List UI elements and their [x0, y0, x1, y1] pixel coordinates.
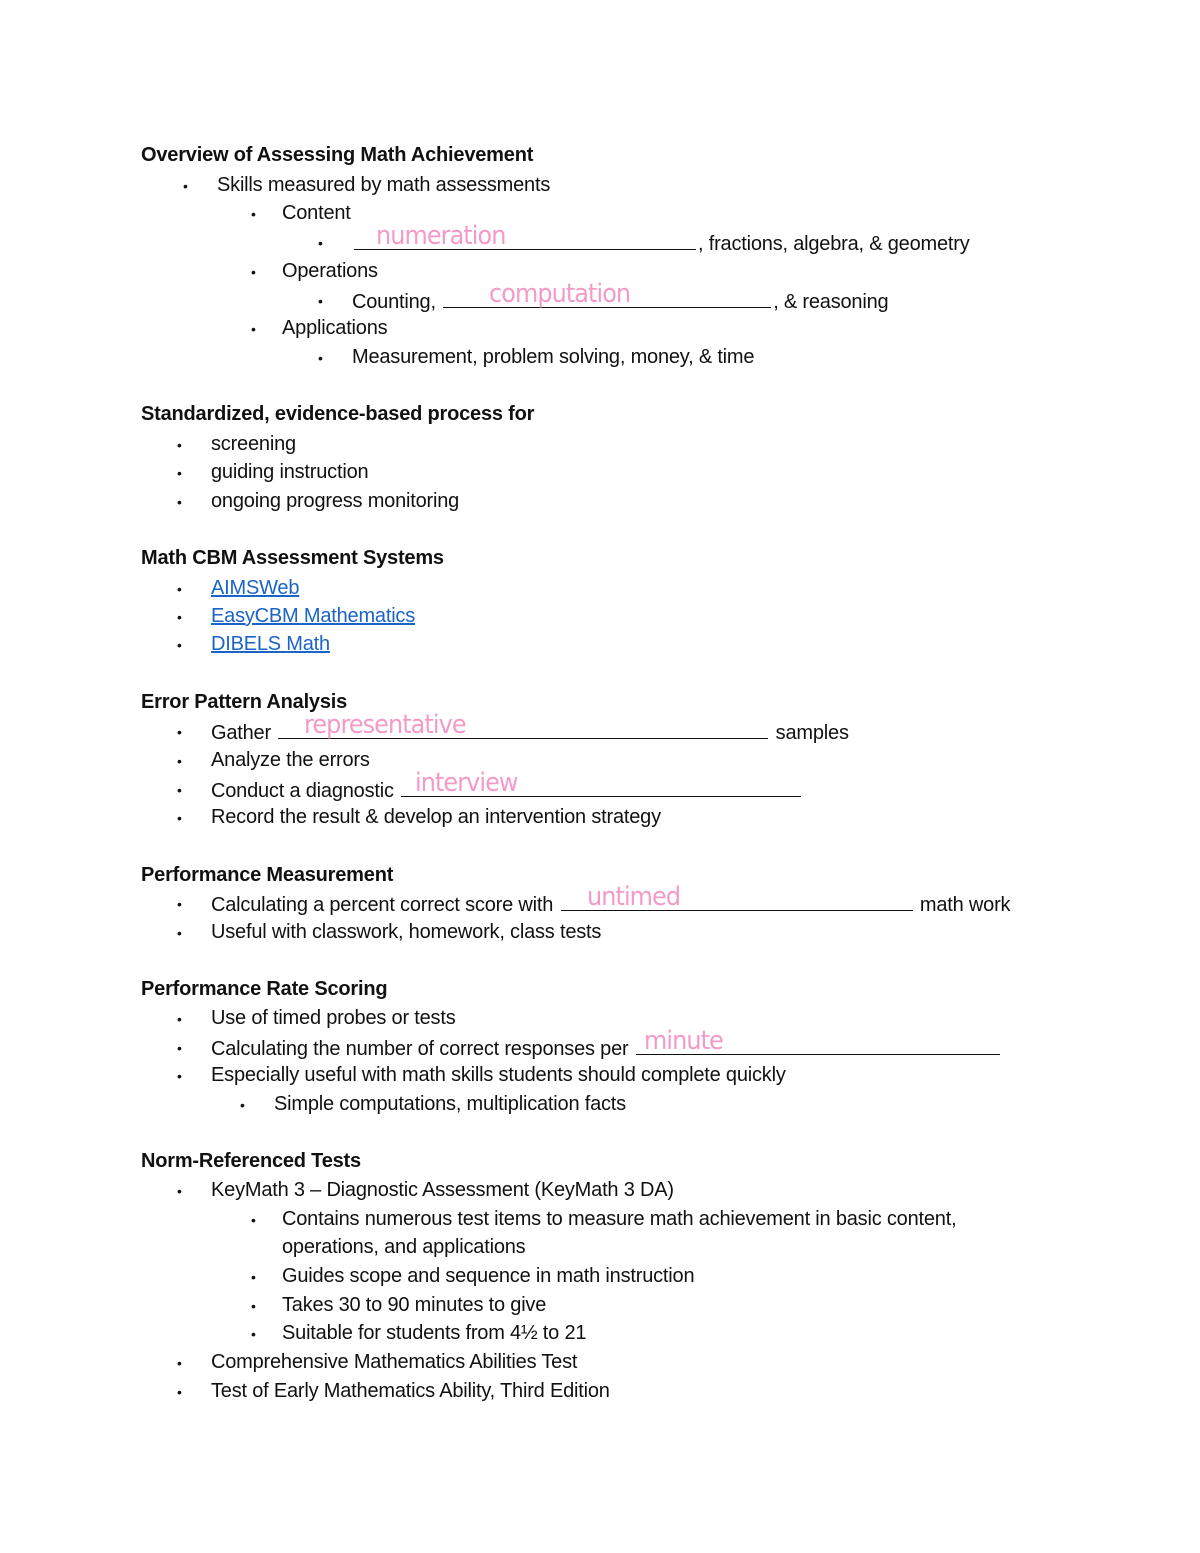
content-detail-text: , fractions, algebra, & geometry: [698, 233, 970, 255]
bullet-icon: •: [251, 321, 256, 337]
keymath-line: KeyMath 3 – Diagnostic Assessment (KeyMath 3 DA): [211, 1179, 674, 1201]
overview-heading: Overview of Assessing Math Achievement: [141, 144, 534, 166]
bullet-icon: •: [177, 782, 182, 798]
list-item: ongoing progress monitoring: [211, 490, 460, 512]
operations-detail-text: Counting,: [352, 291, 436, 313]
bullet-icon: •: [177, 1183, 182, 1199]
fill-in-blank: [443, 279, 771, 309]
list-item: [211, 605, 415, 628]
bullet-icon: •: [177, 1040, 182, 1056]
handwritten-answer: untimed: [586, 882, 680, 912]
list-item: screening: [211, 433, 296, 455]
applications-line: Applications: [282, 317, 388, 339]
tema-line: Test of Early Mathematics Ability, Third Edition: [211, 1380, 610, 1402]
bullet-icon: •: [177, 925, 182, 941]
operations-detail-line: [352, 279, 889, 314]
analyze-line: Analyze the errors: [211, 749, 370, 771]
keymath-item: Suitable for students from 4½ to 21: [282, 1322, 587, 1344]
percent-correct-text: Calculating a percent correct score with: [211, 894, 554, 916]
aimsweb-link[interactable]: AIMSWeb: [211, 577, 300, 599]
cmat-line: Comprehensive Mathematics Abilities Test: [211, 1351, 578, 1373]
performance-measurement-heading: Performance Measurement: [141, 864, 394, 886]
bullet-icon: •: [177, 1068, 182, 1084]
cbm-heading: Math CBM Assessment Systems: [141, 547, 444, 569]
handwritten-answer: numeration: [376, 221, 506, 251]
bullet-icon: •: [318, 235, 323, 251]
handwritten-answer: computation: [489, 279, 631, 309]
bullet-icon: •: [251, 1326, 256, 1342]
useful-line: Useful with classwork, homework, class tests: [211, 921, 602, 943]
bullet-icon: •: [177, 1384, 182, 1400]
applications-detail-line: Measurement, problem solving, money, & time: [352, 346, 755, 368]
handwritten-answer: interview: [415, 768, 518, 798]
dibels-link[interactable]: DIBELS Math: [211, 633, 330, 655]
handwritten-answer: representative: [304, 710, 466, 740]
bullet-icon: •: [177, 896, 182, 912]
handwritten-answer: minute: [643, 1026, 723, 1056]
bullet-icon: •: [251, 1298, 256, 1314]
bullet-icon: •: [177, 724, 182, 740]
bullet-icon: •: [177, 465, 182, 481]
simple-line: Simple computations, multiplication facts: [274, 1093, 626, 1115]
keymath-item: Guides scope and sequence in math instruction: [282, 1265, 695, 1287]
list-item: [211, 633, 330, 656]
keymath-item: Contains numerous test items to measure math achievement in basic content,: [282, 1208, 957, 1230]
keymath-item: Takes 30 to 90 minutes to give: [282, 1294, 547, 1316]
responses-line: [211, 1026, 1002, 1061]
bullet-icon: •: [177, 609, 182, 625]
bullet-icon: •: [251, 1212, 256, 1228]
responses-text: Calculating the number of correct responses per: [211, 1038, 629, 1060]
gather-end: samples: [775, 722, 849, 744]
content-line: Content: [282, 202, 351, 224]
bullet-icon: •: [177, 437, 182, 453]
keymath-item-continued: operations, and applications: [282, 1236, 526, 1258]
skills-line: Skills measured by math assessments: [217, 174, 551, 196]
bullet-icon: •: [240, 1097, 245, 1113]
performance-rate-heading: Performance Rate Scoring: [141, 978, 388, 1000]
list-item: [211, 577, 299, 600]
bullet-icon: •: [177, 810, 182, 826]
content-detail-line: [352, 221, 970, 256]
bullet-icon: •: [177, 494, 182, 510]
bullet-icon: •: [177, 581, 182, 597]
norm-heading: Norm-Referenced Tests: [141, 1150, 361, 1172]
fill-in-blank: [278, 710, 768, 740]
percent-correct-end: math work: [919, 894, 1011, 916]
bullet-icon: •: [251, 264, 256, 280]
list-item: guiding instruction: [211, 461, 369, 483]
bullet-icon: •: [183, 178, 188, 194]
bullet-icon: •: [177, 753, 182, 769]
gather-line: [211, 710, 849, 745]
percent-correct-line: [211, 882, 1011, 917]
conduct-line: [211, 768, 803, 803]
bullet-icon: •: [177, 1355, 182, 1371]
gather-text: Gather: [211, 722, 271, 744]
standardized-heading: Standardized, evidence-based process for: [141, 403, 535, 425]
easycbm-link[interactable]: EasyCBM Mathematics: [211, 605, 416, 627]
bullet-icon: •: [177, 637, 182, 653]
operations-detail-end: , & reasoning: [773, 291, 889, 313]
fill-in-blank: [636, 1026, 1000, 1056]
bullet-icon: •: [318, 350, 323, 366]
especially-line: Especially useful with math skills students should complete quickly: [211, 1064, 786, 1086]
bullet-icon: •: [177, 1011, 182, 1027]
operations-line: Operations: [282, 260, 378, 282]
record-line: Record the result & develop an intervention strategy: [211, 806, 661, 828]
fill-in-blank: [401, 768, 801, 798]
fill-in-blank: [561, 882, 913, 912]
bullet-icon: •: [318, 293, 323, 309]
timed-line: Use of timed probes or tests: [211, 1007, 456, 1029]
bullet-icon: •: [251, 1269, 256, 1285]
bullet-icon: •: [251, 206, 256, 222]
conduct-text: Conduct a diagnostic: [211, 780, 394, 802]
fill-in-blank: [354, 221, 696, 251]
error-pattern-heading: Error Pattern Analysis: [141, 691, 348, 713]
